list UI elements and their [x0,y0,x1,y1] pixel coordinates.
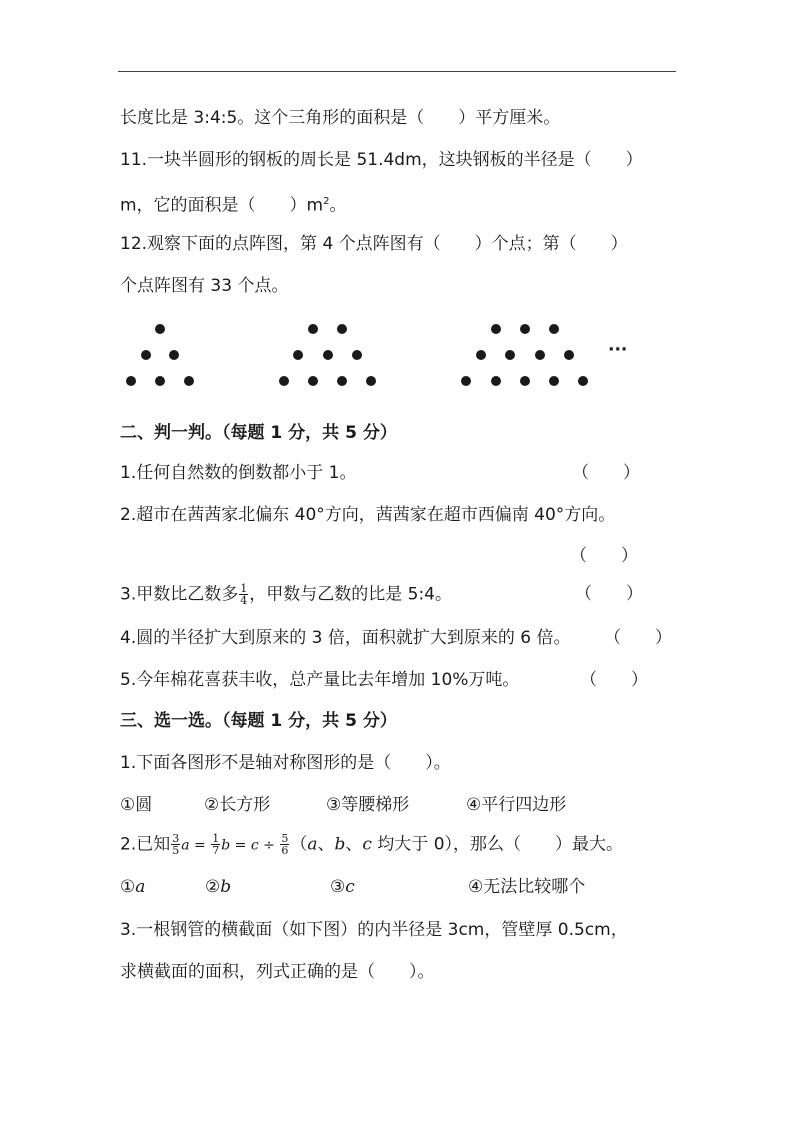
judge-item-2: 2.超市在茜茜家北偏东 40°方向，茜茜家在超市西偏南 40°方向。 [120,505,616,525]
judge-item-3-text-end: ，甲数与乙数的比是 5:4。 [249,584,452,605]
variable-c: c [250,837,259,854]
fraction-numerator: 1 [240,582,248,595]
variable-a: a [181,837,190,854]
fraction-numerator: 1 [212,832,220,845]
choice-q1-option-4[interactable]: ④平行四边形 [466,795,567,815]
dot-pattern-3 [461,324,588,386]
variable-a: a [307,834,318,855]
q10-tail: 长度比是 3:4:5。这个三角形的面积是（ ）平方厘米。 [120,108,561,128]
choice-q2-prefix: 2.已知 [120,834,171,855]
judge-item-3-text: 3.甲数比乙数多 [120,584,239,605]
separator: 、 [317,834,335,855]
variable-b: b [334,834,346,855]
judge-answer-1[interactable]: （ ） [572,463,640,483]
option-marker: ③ [330,877,346,897]
judge-answer-3[interactable]: （ ） [575,584,643,604]
q12-line1: 12.观察下面的点阵图，第 4 个点阵图有（ ）个点；第（ ） [120,234,628,254]
choice-q3-line1: 3.一根钢管的横截面（如下图）的内半径是 3cm，管壁厚 0.5cm， [120,920,628,940]
fraction-one-seventh [211,833,220,856]
variable-b: b [221,837,231,854]
choice-q2-option-4[interactable]: ④无法比较哪个 [468,877,586,897]
option-variable: b [220,877,232,897]
q11-line1: 11.一块半圆形的钢板的周长是 51.4dm，这块钢板的半径是（ ） [120,150,643,170]
fraction-five-sixths [280,833,289,856]
option-marker: ② [205,877,221,897]
judge-answer-2[interactable]: （ ） [570,546,638,566]
choice-q2-suffix: 均大于 0），那么（ ）最大。 [371,834,624,855]
judge-item-3 [120,583,452,606]
section3-heading: 三、选一选。（每题 1 分，共 5 分） [120,711,397,731]
fraction-denominator: 5 [172,844,180,857]
q11-line2-text: m，它的面积是（ ）m [120,195,324,216]
fraction-numerator: 3 [172,832,180,845]
equals-sign: = [189,837,211,854]
equals-sign: = [230,837,251,854]
choice-q2-option-1[interactable] [120,876,145,898]
judge-item-5: 5.今年棉花喜获丰收，总产量比去年增加 10%万吨。 [120,670,520,690]
option-variable: a [135,877,146,897]
fraction-three-fifths [171,833,180,856]
q11-superscript: 2 [323,196,330,207]
judge-answer-5[interactable]: （ ） [580,670,648,690]
q12-line2: 个点阵图有 33 个点。 [120,276,289,296]
option-marker: ① [120,877,136,897]
choice-q1: 1.下面各图形不是轴对称图形的是（ ）。 [120,753,451,773]
choice-q3-line2: 求横截面的面积，列式正确的是（ ）。 [120,962,435,982]
judge-answer-4[interactable]: （ ） [604,628,672,648]
fraction-denominator: 4 [240,594,248,607]
fraction-one-quarter [239,583,248,606]
choice-q1-option-2[interactable]: ②长方形 [204,795,271,815]
dot-pattern-figure [0,0,794,400]
dot-pattern-2 [279,324,376,386]
choice-q1-option-1[interactable]: ①圆 [120,795,153,815]
q11-line2-end: 。 [329,195,347,216]
judge-item-1: 1.任何自然数的倒数都小于 1。 [120,463,357,483]
choice-q2-option-2[interactable] [205,876,231,898]
dot-pattern-ellipsis: ··· [608,340,628,360]
dot-pattern-1 [126,324,194,386]
choice-q2 [120,833,623,857]
choice-q1-option-3[interactable]: ③等腰梯形 [326,795,410,815]
variable-c: c [362,834,372,855]
fraction-denominator: 6 [281,844,289,857]
fraction-numerator: 5 [281,832,289,845]
choice-q2-paren-open: （ [290,834,308,855]
fraction-denominator: 7 [212,844,220,857]
choice-q2-option-3[interactable] [330,876,355,898]
judge-item-4: 4.圆的半径扩大到原来的 3 倍，面积就扩大到原来的 6 倍。 [120,628,571,648]
separator: 、 [345,834,363,855]
option-variable: c [345,877,355,897]
section2-heading: 二、判一判。（每题 1 分，共 5 分） [120,423,397,443]
divide-sign: ÷ [258,837,280,854]
